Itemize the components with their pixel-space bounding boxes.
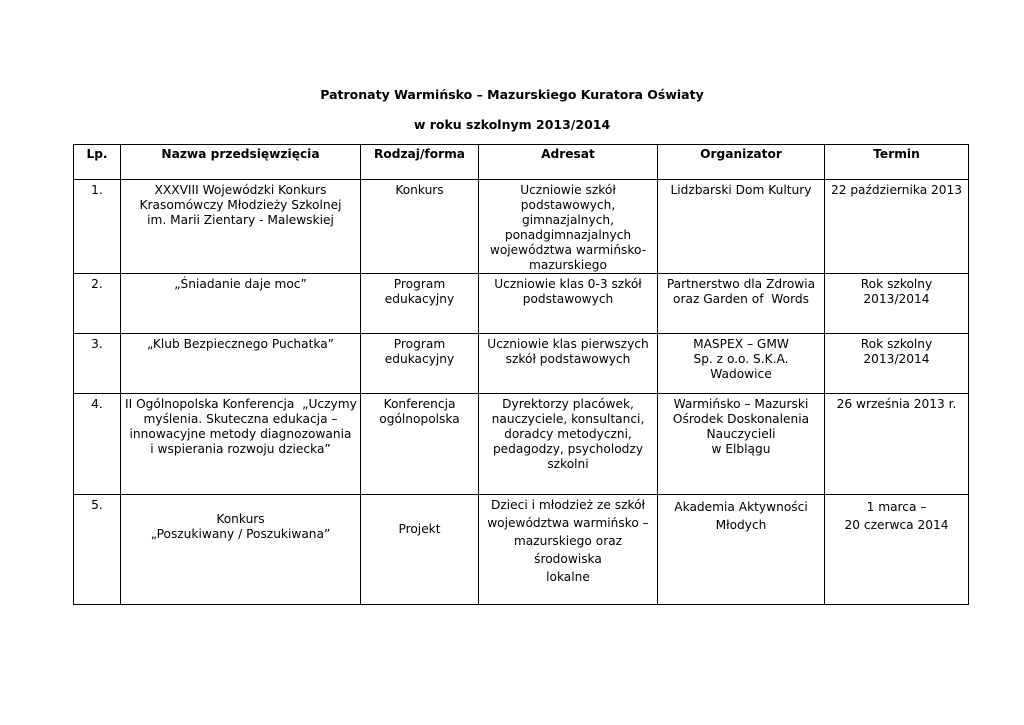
document-title: Patronaty Warmińsko – Mazurskiego Kuratora Oświaty — [320, 87, 704, 102]
cell-line: ogólnopolska — [379, 412, 460, 426]
cell-name — [121, 334, 361, 394]
cell-line: w Elblągu — [711, 442, 771, 456]
patronage-table — [73, 144, 969, 605]
cell-line: Konkurs — [216, 512, 265, 526]
cell-line: XXXVIII Wojewódzki Konkurs — [154, 183, 327, 197]
cell-line: Uczniowie szkół — [520, 183, 616, 197]
cell-line: Lidzbarski Dom Kultury — [670, 183, 812, 197]
cell-line: Program — [393, 337, 446, 351]
cell-organizer — [658, 180, 825, 274]
cell-line: województwa warmińsko – — [487, 516, 649, 530]
cell-audience — [479, 274, 658, 334]
cell-line: „Śniadanie daje moc” — [174, 277, 307, 291]
cell-line: im. Marii Zientary - Malewskiej — [147, 213, 334, 227]
cell-form — [361, 180, 479, 274]
header-form: Rodzaj/forma — [361, 145, 479, 180]
cell-line: Rok szkolny 2013/2014 — [860, 337, 933, 366]
header-date: Termin — [825, 145, 969, 180]
cell-organizer — [658, 394, 825, 495]
cell-line: podstawowych, — [520, 198, 616, 212]
header-audience: Adresat — [479, 145, 658, 180]
cell-date — [825, 394, 969, 495]
cell-line: Dzieci i młodzież ze szkół — [490, 498, 646, 512]
cell-lp: 4. — [74, 394, 121, 495]
cell-line: myślenia. Skuteczna edukacja – — [143, 412, 338, 426]
cell-audience — [479, 394, 658, 495]
cell-line: 1 marca – — [866, 500, 927, 514]
table-row — [74, 495, 969, 605]
cell-line: Sp. z o.o. S.K.A. — [693, 352, 789, 366]
cell-line: nauczyciele, konsultanci, — [491, 412, 645, 426]
cell-line: Krasomówczy Młodzieży Szkolnej — [139, 198, 342, 212]
cell-line: 22 października 2013 — [830, 183, 963, 197]
cell-name — [121, 394, 361, 495]
cell-line: oraz Garden of Words — [673, 292, 809, 306]
cell-line: 26 września 2013 r. — [836, 397, 957, 411]
cell-line: Dyrektorzy placówek, — [502, 397, 634, 411]
cell-line: mazurskiego oraz środowiska — [513, 534, 623, 566]
table-row — [74, 274, 969, 334]
cell-line: województwa warmińsko- — [489, 243, 647, 257]
cell-line: Rok szkolny 2013/2014 — [860, 277, 933, 306]
cell-line: edukacyjny — [384, 292, 455, 306]
document-subtitle: w roku szkolnym 2013/2014 — [413, 117, 611, 132]
cell-audience — [479, 334, 658, 394]
cell-line: szkolni — [547, 457, 589, 471]
cell-line: „Poszukiwany / Poszukiwana” — [150, 527, 331, 541]
cell-line: mazurskiego — [529, 258, 607, 272]
cell-line: innowacyjne metody diagnozowania — [129, 427, 352, 441]
cell-line: ponadgimnazjalnych — [504, 228, 632, 242]
cell-line: Konferencja — [383, 397, 456, 411]
cell-lp: 2. — [74, 274, 121, 334]
cell-line: lokalne — [546, 570, 590, 584]
cell-name — [121, 495, 361, 605]
cell-line: edukacyjny — [384, 352, 455, 366]
cell-form — [361, 394, 479, 495]
cell-name — [121, 274, 361, 334]
cell-date — [825, 495, 969, 605]
cell-organizer — [658, 334, 825, 394]
cell-date — [825, 180, 969, 274]
cell-name — [121, 180, 361, 274]
table-row — [74, 394, 969, 495]
cell-line: szkół podstawowych — [505, 352, 631, 366]
header-name: Nazwa przedsięwzięcia — [121, 145, 361, 180]
header-lp: Lp. — [74, 145, 121, 180]
cell-form — [361, 274, 479, 334]
cell-form — [361, 495, 479, 605]
cell-line: Akademia Aktywności — [674, 500, 808, 514]
cell-line: Warmińsko – Mazurski — [673, 397, 809, 411]
cell-audience — [479, 495, 658, 605]
cell-line: podstawowych — [522, 292, 614, 306]
cell-line: Uczniowie klas 0-3 szkół — [494, 277, 642, 291]
cell-form — [361, 334, 479, 394]
cell-lp: 3. — [74, 334, 121, 394]
header-organizer: Organizator — [658, 145, 825, 180]
cell-line: Nauczycieli — [706, 427, 776, 441]
cell-organizer — [658, 274, 825, 334]
cell-line: Partnerstwo dla Zdrowia — [666, 277, 816, 291]
cell-line: gimnazjalnych, — [521, 213, 615, 227]
cell-line: Program — [393, 277, 446, 291]
cell-line: „Klub Bezpiecznego Puchatka” — [146, 337, 334, 351]
cell-date — [825, 334, 969, 394]
cell-lp: 5. — [74, 495, 121, 605]
cell-line: doradcy metodyczni, — [504, 427, 632, 441]
cell-line: II Ogólnopolska Konferencja „Uczymy — [125, 397, 357, 411]
cell-line: pedagodzy, psycholodzy — [492, 442, 644, 456]
cell-organizer — [658, 495, 825, 605]
cell-lp: 1. — [74, 180, 121, 274]
cell-line: MASPEX – GMW — [693, 337, 789, 351]
cell-line: Uczniowie klas pierwszych — [487, 337, 649, 351]
table-row — [74, 334, 969, 394]
cell-line: Młodych — [715, 518, 767, 532]
cell-line: 20 czerwca 2014 — [844, 518, 949, 532]
cell-line: i wspierania rozwoju dziecka” — [150, 442, 331, 456]
table-row — [74, 180, 969, 274]
cell-line: Konkurs — [395, 183, 444, 197]
cell-line: Projekt — [398, 522, 441, 536]
cell-line: Wadowice — [710, 367, 772, 381]
cell-date — [825, 274, 969, 334]
cell-line: Ośrodek Doskonalenia — [672, 412, 810, 426]
cell-audience — [479, 180, 658, 274]
table-header-row — [74, 145, 969, 180]
